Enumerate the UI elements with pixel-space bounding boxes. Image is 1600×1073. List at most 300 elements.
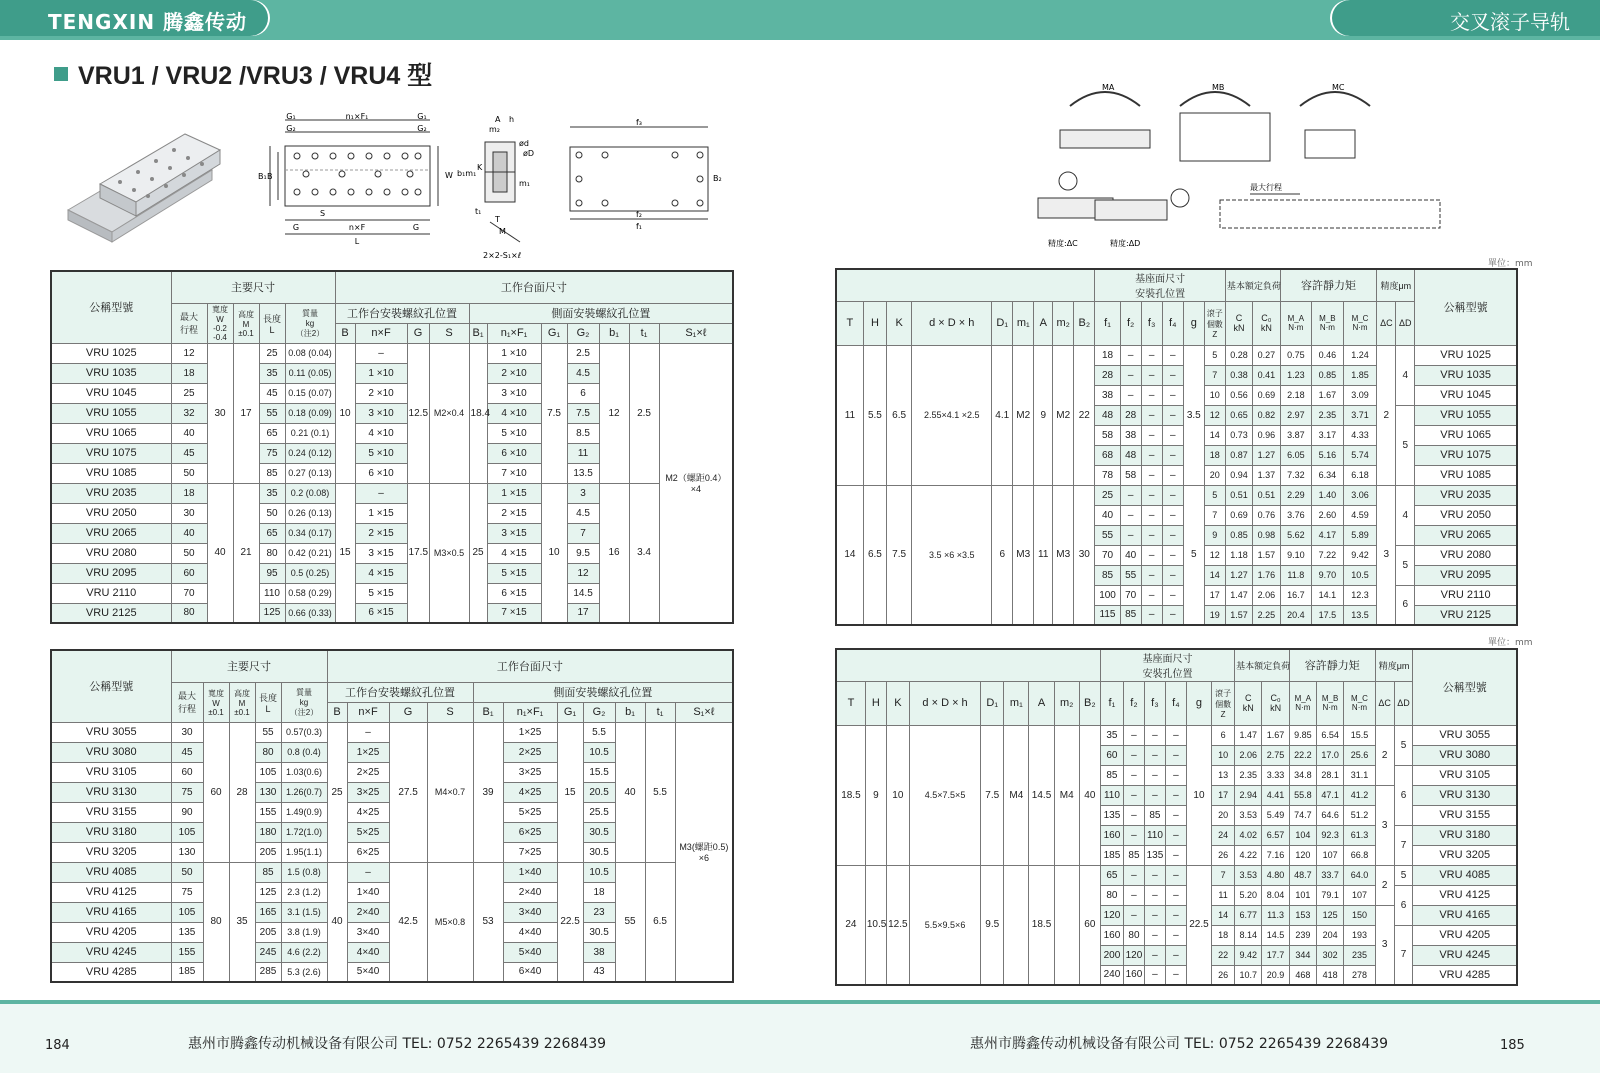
table-cell: 5×25 (503, 802, 557, 822)
table-cell: 120 (1289, 845, 1316, 865)
table-cell: 34.8 (1289, 765, 1316, 785)
table-cell: 0.2 (0.08) (285, 483, 335, 503)
rhdr-base: 基座面尺寸 安裝孔位置 (1095, 269, 1225, 301)
label-t1: t₁ (475, 207, 482, 216)
table-cell: 40 (171, 423, 207, 443)
table-cell: 0.5 (0.25) (285, 563, 335, 583)
r2hdr-model: 公稱型號 (1413, 649, 1517, 725)
table-cell: – (1141, 465, 1162, 485)
table-cell: 30 (1074, 485, 1095, 625)
table-cell: 17 (567, 603, 599, 623)
label-g-left: G (292, 223, 300, 232)
table-cell: 40 (171, 523, 207, 543)
table-cell: – (1141, 425, 1162, 445)
table-cell: 4.17 (1312, 525, 1344, 545)
table-cell: 64.0 (1344, 865, 1375, 885)
table-cell: 150 (1344, 905, 1375, 925)
table-cell: 9.42 (1235, 945, 1262, 965)
table-cell: 65 (259, 423, 285, 443)
table-cell: 50 (171, 543, 207, 563)
table-cell: – (1162, 345, 1183, 365)
table-cell: 6.18 (1343, 465, 1377, 485)
table-cell: 20.4 (1280, 605, 1312, 625)
table-cell: – (1144, 885, 1165, 905)
table-cell: 30.5 (583, 922, 615, 942)
table-cell: 4.02 (1235, 825, 1262, 845)
rh-f2: f₂ (1120, 301, 1141, 345)
table-cell: 10 (541, 483, 567, 623)
table-cell: 85 (1144, 805, 1165, 825)
table-cell: 185 (171, 962, 203, 982)
section-view-diagram (445, 112, 555, 262)
table-cell: 14.5 (1029, 725, 1054, 865)
table-cell: 48.7 (1289, 865, 1316, 885)
table-cell: 48 (1120, 445, 1141, 465)
model-cell: VRU 1085 (51, 463, 171, 483)
table-cell: 4 ×10 (355, 423, 407, 443)
table-cell: M3(螺距0.5) ×6 (675, 722, 733, 982)
table-cell: 78 (1095, 465, 1120, 485)
table-cell: – (1120, 525, 1141, 545)
table-cell: 45 (171, 443, 207, 463)
table-cell: 0.8 (0.4) (281, 742, 327, 762)
table-cell: 7 (567, 523, 599, 543)
table-cell: 1.26(0.7) (281, 782, 327, 802)
hdr2-b: B (327, 702, 347, 722)
model-cell: VRU 3105 (51, 762, 171, 782)
r2h-z: 滾子 個數 Z (1212, 681, 1235, 725)
table-cell: 4.5×7.5×5 (909, 725, 980, 865)
table-cell: 107 (1316, 845, 1343, 865)
table-cell: 9.10 (1280, 545, 1312, 565)
hdr-main: 主要尺寸 (171, 271, 335, 303)
table-cell: 51.2 (1344, 805, 1375, 825)
table-cell: – (1141, 385, 1162, 405)
table-cell: 3×40 (347, 922, 389, 942)
label-D: øD (523, 149, 535, 158)
page-heading (54, 56, 432, 92)
table-cell: 278 (1344, 965, 1375, 985)
table-cell: 7.5 (981, 725, 1004, 865)
table-cell: 30 (171, 722, 203, 742)
table-cell: 3.5 (1183, 345, 1204, 485)
hdr2-stroke: 最大 行程 (171, 682, 203, 722)
table-cell: 6 (567, 383, 599, 403)
rh-g: g (1183, 301, 1204, 345)
model-cell: VRU 3205 (51, 842, 171, 862)
table-cell: 85 (1095, 565, 1120, 585)
unit-label-2: 單位：mm (1488, 638, 1533, 648)
table-cell: – (1162, 465, 1183, 485)
table-cell: 11 (1212, 885, 1235, 905)
table-cell: 0.24 (0.12) (285, 443, 335, 463)
table-cell: 3 (1375, 785, 1394, 865)
table-cell: 25.6 (1344, 745, 1375, 765)
table-cell: – (1141, 525, 1162, 545)
label-n1f1: n₁×F₁ (345, 112, 369, 121)
table-cell: 4.5 (567, 503, 599, 523)
hdr-s1l: S₁×ℓ (659, 323, 733, 343)
rh-dc: ΔC (1377, 301, 1396, 345)
table-cell: 33.7 (1316, 865, 1343, 885)
table-cell: 10.5 (583, 862, 615, 882)
table-cell: 65 (259, 523, 285, 543)
table-cell: 4 ×15 (487, 543, 541, 563)
table-cell: 15.5 (1344, 725, 1375, 745)
rh-f3: f₃ (1141, 301, 1162, 345)
model-cell: VRU 3080 (1413, 745, 1517, 765)
hdr-bb1: b₁ (599, 323, 629, 343)
hdr2-bb1: b₁ (615, 702, 645, 722)
table-cell: 95 (259, 563, 285, 583)
product-photo (60, 128, 220, 243)
table-cell: – (1141, 345, 1162, 365)
table-cell: 40 (1079, 725, 1100, 865)
table-cell: M2 (1013, 345, 1034, 485)
table-cell: 0.75 (1280, 345, 1312, 365)
table-cell: 27.5 (389, 722, 427, 862)
model-cell: VRU 1075 (1415, 445, 1517, 465)
table-cell: 4 ×10 (487, 403, 541, 423)
table-row (836, 865, 1517, 885)
rh-mb: M_B N·m (1312, 301, 1344, 345)
table-cell: – (1123, 905, 1144, 925)
table-cell: 8.14 (1235, 925, 1262, 945)
table-cell: 43 (583, 962, 615, 982)
table-cell: 5×40 (347, 962, 389, 982)
table-cell: – (1141, 485, 1162, 505)
hdr-b1: B₁ (469, 323, 487, 343)
table-cell: 1.76 (1253, 565, 1280, 585)
table-cell: 18 (171, 483, 207, 503)
table-cell: 6 (1394, 885, 1413, 925)
table-cell: 31.1 (1344, 765, 1375, 785)
table-cell: M3×0.5 (429, 483, 469, 623)
table-cell: 24 (836, 865, 865, 985)
table-cell: – (1141, 545, 1162, 565)
table-cell: 40 (207, 483, 233, 623)
table-cell: 6 ×10 (487, 443, 541, 463)
r2h-ddh: d × D × h (909, 681, 980, 725)
table-cell: – (1162, 565, 1183, 585)
r2h-t: T (836, 681, 865, 725)
model-cell: VRU 3130 (51, 782, 171, 802)
table-cell: 10.5 (583, 742, 615, 762)
label-g2-right: G₂ (417, 124, 427, 133)
table-cell: – (1165, 865, 1186, 885)
table-cell: – (1123, 825, 1144, 845)
table-cell: 4.6 (2.2) (281, 942, 327, 962)
table-cell: 14.5 (567, 583, 599, 603)
table-cell: – (1144, 945, 1165, 965)
table-cell: 100 (1095, 585, 1120, 605)
table-cell: – (1162, 545, 1183, 565)
table-cell: 285 (255, 962, 281, 982)
table-cell: 2.35 (1235, 765, 1262, 785)
r2h-b2: B₂ (1079, 681, 1100, 725)
table-cell: 10 (1186, 725, 1211, 865)
table-cell: 120 (1123, 945, 1144, 965)
table-cell: 9.42 (1343, 545, 1377, 565)
table-cell: 0.65 (1225, 405, 1252, 425)
table-cell: 60 (171, 762, 203, 782)
table-cell: 13 (1212, 765, 1235, 785)
table-cell: 22 (1074, 345, 1095, 485)
table-cell: 10 (1212, 745, 1235, 765)
table-cell: – (347, 862, 389, 882)
table-cell: M3 (1013, 485, 1034, 625)
table-cell: 35 (1100, 725, 1123, 745)
label-b1: B₁ (258, 172, 267, 181)
table-cell: 1×25 (503, 722, 557, 742)
hdr-n1f1: n₁×F₁ (487, 323, 541, 343)
table-cell (1004, 865, 1029, 985)
table-cell: – (1162, 425, 1183, 445)
model-cell: VRU 2110 (1415, 585, 1517, 605)
table-cell: 75 (171, 782, 203, 802)
r2h-dc: ΔC (1375, 681, 1394, 725)
table-cell: 160 (1123, 965, 1144, 985)
table-cell: 11 (567, 443, 599, 463)
table-cell: 25 (469, 483, 487, 623)
hdr2-main: 主要尺寸 (171, 650, 327, 682)
hdr2-len: 長度 L (255, 682, 281, 722)
table-cell: 0.41 (1253, 365, 1280, 385)
table-cell: 20 (1204, 465, 1225, 485)
label-max-stroke: 最大行程 (1250, 183, 1282, 192)
table-cell: 12 (567, 563, 599, 583)
model-cell: VRU 2035 (1415, 485, 1517, 505)
table-cell: 20.5 (583, 782, 615, 802)
table-cell: 17.5 (1312, 605, 1344, 625)
r2hdr-moment: 容許靜力矩 (1289, 649, 1375, 681)
r2h-dd: ΔD (1394, 681, 1413, 725)
table-cell: 38 (583, 942, 615, 962)
model-cell: VRU 4205 (1413, 925, 1517, 945)
table-cell: 30 (171, 503, 207, 523)
table-cell: – (1162, 585, 1183, 605)
label-g-right: G (412, 223, 420, 232)
moment-diagrams (1050, 78, 1450, 258)
table-cell: 55 (615, 862, 645, 982)
table-cell: 0.51 (1253, 485, 1280, 505)
table-cell: – (1165, 745, 1186, 765)
table-cell: – (1144, 965, 1165, 985)
table-cell: 1.57 (1253, 545, 1280, 565)
table-cell: 7.32 (1280, 465, 1312, 485)
table-cell: 0.28 (1225, 345, 1252, 365)
table-cell: 1×25 (347, 742, 389, 762)
table-cell: 7.5 (567, 403, 599, 423)
table-cell: 2 ×15 (487, 503, 541, 523)
table-cell: 53 (473, 862, 503, 982)
table-cell: 60 (203, 722, 229, 862)
table-cell: – (1141, 405, 1162, 425)
table-cell: 1.27 (1253, 445, 1280, 465)
table-cell: 2.60 (1312, 505, 1344, 525)
table-cell: 28 (1095, 365, 1120, 385)
table-cell: 5×40 (503, 942, 557, 962)
table-cell: 130 (171, 842, 203, 862)
model-cell: VRU 1065 (51, 423, 171, 443)
r2h-f1: f₁ (1100, 681, 1123, 725)
table-cell: – (1120, 485, 1141, 505)
spec-table-vru1-vru2 (50, 270, 734, 624)
table-cell: 55 (255, 722, 281, 742)
table-cell: – (1123, 805, 1144, 825)
table-cell: 2×40 (347, 902, 389, 922)
table-cell: 1 ×15 (355, 503, 407, 523)
model-cell: VRU 4285 (1413, 965, 1517, 985)
label-s: S (320, 209, 326, 218)
table-cell: 55 (259, 403, 285, 423)
table-cell: 17.5 (407, 483, 429, 623)
rh-f4: f₄ (1162, 301, 1183, 345)
table-cell: 70 (171, 583, 207, 603)
table-cell: 200 (1100, 945, 1123, 965)
table-cell: 6.5 (863, 485, 886, 625)
table-cell: 2 (1377, 345, 1396, 485)
table-cell: 28 (1120, 405, 1141, 425)
table-cell: 418 (1316, 965, 1343, 985)
table-cell: 0.76 (1253, 505, 1280, 525)
table-cell: 85 (1123, 845, 1144, 865)
table-cell: 55 (1095, 525, 1120, 545)
table-cell: 2×25 (503, 742, 557, 762)
table-cell: 50 (259, 503, 285, 523)
table-cell: 2.29 (1280, 485, 1312, 505)
model-cell: VRU 2035 (51, 483, 171, 503)
table-cell: 74.7 (1289, 805, 1316, 825)
table-cell: 70 (1095, 545, 1120, 565)
table-cell: – (1162, 445, 1183, 465)
model-cell: VRU 2080 (51, 543, 171, 563)
table-cell: 7 (1394, 825, 1413, 865)
table-cell: 25 (327, 722, 347, 862)
table-cell: 61.3 (1344, 825, 1375, 845)
hdr2-g: G (389, 702, 427, 722)
table-cell: – (1162, 385, 1183, 405)
table-cell: 13.5 (567, 463, 599, 483)
table-cell: 60 (171, 563, 207, 583)
table-cell: M2 (1053, 345, 1074, 485)
table-cell: 1.47 (1235, 725, 1262, 745)
table-cell: 4 (1396, 485, 1415, 545)
table-cell: – (355, 483, 407, 503)
table-cell: 17 (1212, 785, 1235, 805)
table-cell: 1.40 (1312, 485, 1344, 505)
table-cell: 110 (259, 583, 285, 603)
table-cell: 105 (255, 762, 281, 782)
table-cell: 160 (1100, 925, 1123, 945)
hdr-b: B (335, 323, 355, 343)
table-cell: M4 (1054, 725, 1079, 865)
table-cell: – (1144, 785, 1165, 805)
table-cell: 0.85 (1225, 525, 1252, 545)
table-cell: M5×0.8 (427, 862, 473, 982)
table-cell: 85 (259, 463, 285, 483)
label-t: T (495, 215, 500, 224)
model-cell: VRU 2065 (51, 523, 171, 543)
table-cell: 0.46 (1312, 345, 1344, 365)
model-cell: VRU 3180 (1413, 825, 1517, 845)
rh-h: H (863, 301, 886, 345)
table-cell: – (355, 343, 407, 363)
table-cell: 5.49 (1262, 805, 1289, 825)
hdr2-w: 寬度 W ±0.1 (203, 682, 229, 722)
table-cell: 14.1 (1312, 585, 1344, 605)
table-cell: – (1120, 345, 1141, 365)
table-cell: – (1144, 905, 1165, 925)
table-cell: 22 (1212, 945, 1235, 965)
table-cell: 1.57 (1225, 605, 1252, 625)
table-cell: 5.62 (1280, 525, 1312, 545)
table-cell: 2 ×10 (355, 383, 407, 403)
table-cell: 5 ×10 (487, 423, 541, 443)
table-cell: 80 (171, 603, 207, 623)
table-cell: 0.21 (0.1) (285, 423, 335, 443)
table-cell: 17 (1204, 585, 1225, 605)
table-cell: 20 (1212, 805, 1235, 825)
table-cell: 25.5 (583, 802, 615, 822)
model-cell: VRU 2050 (1415, 505, 1517, 525)
table-cell: 3×25 (347, 782, 389, 802)
table-cell: 2.97 (1280, 405, 1312, 425)
table-cell (1054, 865, 1079, 985)
model-cell: VRU 3155 (1413, 805, 1517, 825)
table-cell: – (1165, 805, 1186, 825)
model-cell: VRU 4085 (1413, 865, 1517, 885)
table-cell: 302 (1316, 945, 1343, 965)
left-footer-company: 惠州市腾鑫传动机械设备有限公司 TEL: 0752 2265439 2268439 (188, 1036, 607, 1052)
table-cell: 0.15 (0.07) (285, 383, 335, 403)
table-cell: 3.17 (1312, 425, 1344, 445)
table-cell: 25 (171, 383, 207, 403)
table-cell: 6×25 (347, 842, 389, 862)
brand-pill (0, 0, 268, 36)
table-cell: 240 (1100, 965, 1123, 985)
table-cell: 3×40 (503, 902, 557, 922)
hdr2-side-holes: 側面安裝螺紋孔位置 (473, 682, 733, 702)
table-cell: 110 (1144, 825, 1165, 845)
hdr2-work: 工作台面尺寸 (327, 650, 733, 682)
table-cell: 28.1 (1316, 765, 1343, 785)
table-cell: 6×40 (503, 962, 557, 982)
table-cell: 55.8 (1289, 785, 1316, 805)
rh-t: T (836, 301, 863, 345)
r2h-k: K (886, 681, 909, 725)
table-cell: 5 (1394, 865, 1413, 885)
table-cell: 6 (992, 485, 1013, 625)
table-cell: 105 (171, 902, 203, 922)
table-cell: – (1141, 505, 1162, 525)
label-b1m1: b₁m₁ (457, 169, 477, 178)
table-cell: 2.06 (1253, 585, 1280, 605)
label-l: L (354, 237, 360, 246)
model-cell: VRU 1045 (51, 383, 171, 403)
table-cell: 10 (886, 725, 909, 865)
table-cell: 5 (1394, 725, 1413, 765)
table-cell: 6.5 (645, 862, 675, 982)
table-cell: 5.5 (863, 345, 886, 485)
model-cell: VRU 2095 (1415, 565, 1517, 585)
top-view-diagram (250, 110, 450, 260)
model-cell: VRU 3080 (51, 742, 171, 762)
table-cell: 16 (599, 483, 629, 623)
table-cell: 55 (1120, 565, 1141, 585)
table-cell: 0.73 (1225, 425, 1252, 445)
hdr-mass: 質量 kg （注2） (285, 303, 335, 343)
